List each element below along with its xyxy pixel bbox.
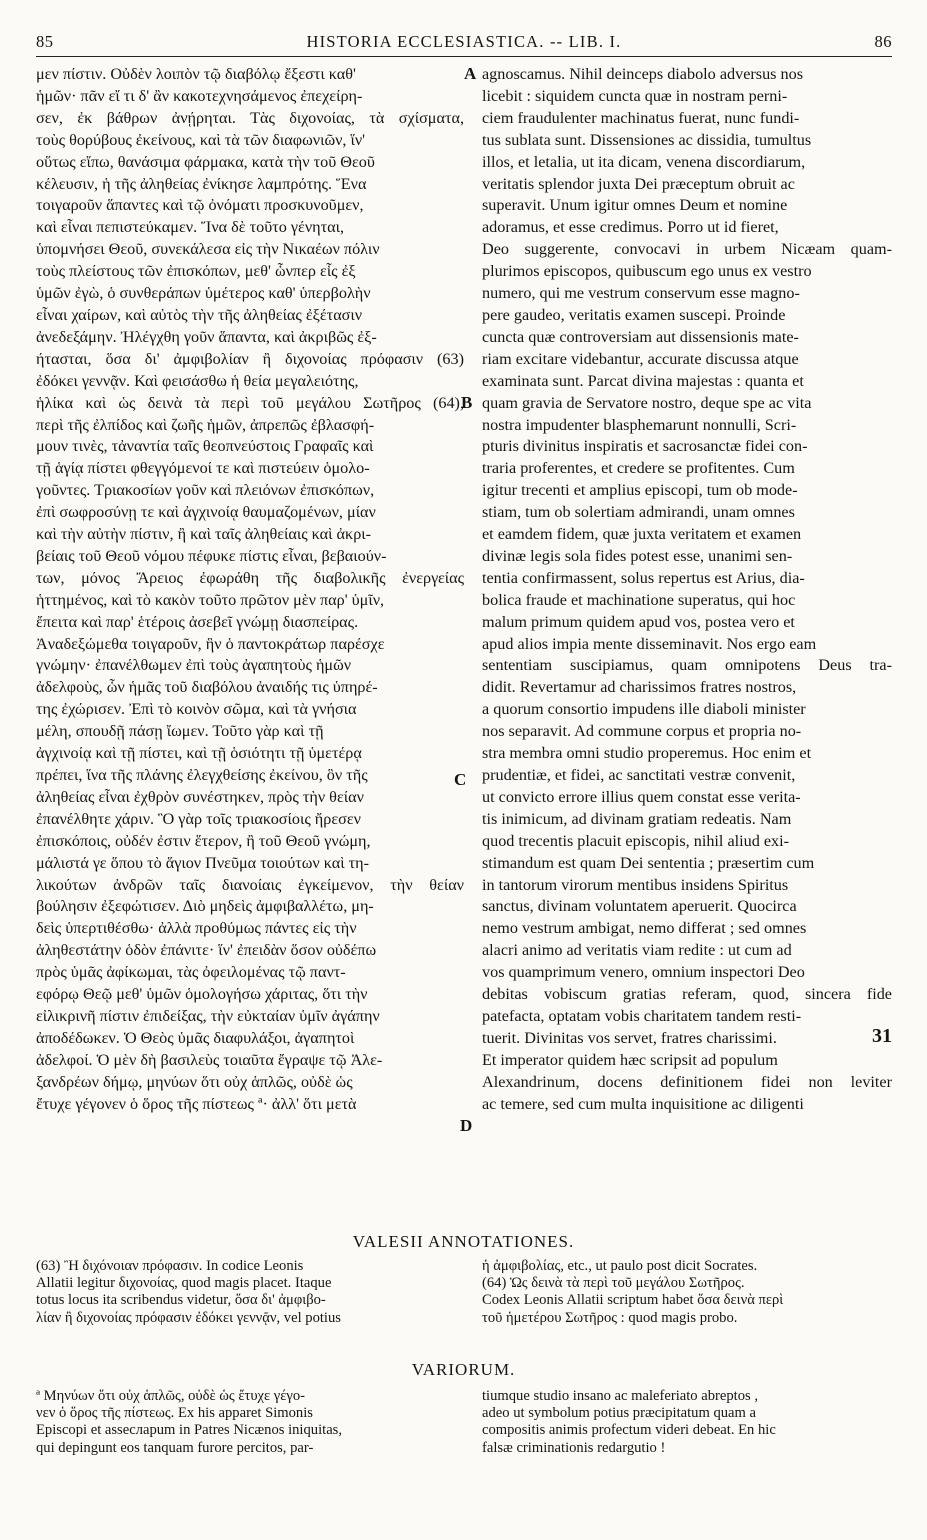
latin-text-line: ciem fraudulenter machinatus fuerat, nunc fundi- xyxy=(482,108,800,127)
latin-text-line: apud alios impia mente disseminavit. Nos ergo eam xyxy=(482,634,817,653)
note-line: (63) Ἢ διχόνοιαν πρόφασιν. In codice Leonis xyxy=(36,1258,304,1274)
note-line: ἡ ἀμφιβολίας, etc., ut paulo post dicit Socrates. xyxy=(482,1258,758,1274)
latin-text-line: bolica fraude et machinatione superatus, qui hoc xyxy=(482,590,796,609)
latin-text-line: nos separavit. Ad commune corpus et propria no- xyxy=(482,722,802,741)
latin-text-line: agnoscamus. Nihil deinceps diabolo adversus nos xyxy=(482,65,803,83)
latin-text-line: traria proferentes, et credere se profitentes. Cum xyxy=(482,459,795,478)
greek-text-line: των, μόνος Ἄρειος ἐφωράθη τῆς διαβολικῆς ἐνεργείας xyxy=(36,568,464,587)
latin-text-line: divinæ legis sola fides potest esse, unanimi sen- xyxy=(482,546,793,565)
greek-text-line: ἐδόκει γεννᾷν. Καὶ φεισάσθω ἡ θεία μεγαλειότης, xyxy=(36,371,359,390)
greek-text-line: κέλευσιν, ἡ τῆς ἀληθείας ἐνίκησε λαμπρότης. Ἕνα xyxy=(36,174,367,193)
latin-text-line: Deo suggerente, convocavi in urbem Nicæam quam- xyxy=(482,240,892,259)
greek-text-line: καὶ εἶναι πεπιστεύκαμεν. Ἵνα δὲ τοῦτο γένηται, xyxy=(36,218,345,237)
latin-text-line: malum primum quidem apud vos, postea vero et xyxy=(482,612,795,631)
greek-text-line: ἀδελφοὺς, ὧν ἡμᾶς τοῦ διαβόλου ἀναιδής τις ὑπηρέ- xyxy=(36,678,378,697)
latin-text-line: tis inimicum, ad divinam gratiam redeatis. Nam xyxy=(482,809,792,828)
greek-text-line: γοῦντες. Τριακοσίων γοῦν καὶ πλειόνων ἐπισκόπων, xyxy=(36,481,375,500)
latin-text-line: stiam, tum ob solertiam admirandi, unam omnes xyxy=(482,503,795,522)
greek-text-line: γνώμην· ἐπανέλθωμεν ἐπὶ τοὺς ἀγαπητοὺς ἡμῶν xyxy=(36,656,352,675)
latin-text-line: pere gaudeo, veritatis examen suscepi. Proinde xyxy=(482,305,786,324)
greek-text-line: ἐπὶ σωφροσύνῃ τε καὶ ἀγχινοίᾳ θαυμαζομένων, μίαν xyxy=(36,503,376,522)
margin-letter-c: C xyxy=(454,770,467,789)
greek-text-line: ὑπομνήσει Θεοῦ, συνεκάλεσα εἰς τὴν Νικαέων πόλιν xyxy=(36,240,380,259)
latin-text-line: superavit. Unum igitur omnes Deum et nomine xyxy=(482,196,788,215)
note-line: ª Μηνύων ὅτι οὐχ ἁπλῶς, οὐδὲ ὡς ἔτυχε γέγο- xyxy=(36,1388,305,1404)
latin-text-line: nemo vestrum ambigat, nemo differat ; sed omnes xyxy=(482,919,807,938)
greek-text-line: ἀγχινοίᾳ καὶ τῇ πίστει, καὶ τῇ ὁσιότητι τῇ ὑμετέρᾳ xyxy=(36,744,362,763)
greek-text-line: ἀδελφοί. Ὁ μὲν δὴ βασιλεὺς τοιαῦτα ἔγραψε τῷ Ἀλε- xyxy=(36,1050,383,1069)
latin-text-line: pturis divinitus inspiratis et sacrosanctæ fidei con- xyxy=(482,437,808,456)
greek-text-line: εἰλικρινῆ πίστιν ἐπιδείξας, τὴν εὐκταίαν ὑμῖν ἀγάπην xyxy=(36,1006,380,1025)
latin-text-line: prudentiæ, et fidei, ac sanctitati vestræ convenit, xyxy=(482,766,796,784)
note-line: νεν ὁ ὅρος τῆς πίστεως. Ex his apparet Simonis xyxy=(36,1405,313,1422)
latin-text-line: examinata sunt. Parcat divina majestas : quanta et xyxy=(482,371,804,390)
latin-text-line: in tantorum virorum mentibus insidens Spiritus xyxy=(482,875,789,894)
variorum-notes-right xyxy=(482,1388,892,1457)
greek-text-line: ὑμῶν ἐγὼ, ὁ συνθεράπων ὑμέτερος καθ' ὑπερβολὴν xyxy=(36,284,371,303)
note-line: totus locus ita scribendus videtur, ὅσα δι' ἀμφιβο- xyxy=(36,1292,326,1309)
latin-text-line: tentia confirmassent, solus repertus est Arius, dia- xyxy=(482,568,805,587)
greek-text-line: ἀληθείας εἶναι ἐχθρὸν συνέστηκεν, πρὸς τὴν θείαν xyxy=(36,787,364,806)
latin-text-line: licebit : siquidem cuncta quæ in nostram perni- xyxy=(482,86,788,105)
greek-text-line: ἀνεδεξάμην. Ἠλέγχθη γοῦν ἅπαντα, καὶ ἀκριβῶς ἐξ- xyxy=(36,327,377,346)
greek-column xyxy=(36,64,467,1116)
latin-text-line: vos quamprimum venero, omnium inspectori Deo xyxy=(482,963,805,982)
latin-text-line: Alexandrinum, docens definitionem fidei non leviter xyxy=(482,1072,892,1091)
page-number-left: 85 xyxy=(36,32,54,51)
latin-text-line: riam excitare videbantur, accurate discussa atque xyxy=(482,349,799,368)
valesii-notes-right xyxy=(482,1258,892,1327)
greek-text-line: της ἐχώρισεν. Ἐπὶ τὸ κοινὸν σῶμα, καὶ τὰ γνήσια xyxy=(36,700,357,719)
greek-text-line: βείαις τοῦ Θεοῦ νόμου πέφυκε πίστις εἶναι, βεβαιούν- xyxy=(36,546,387,565)
latin-text-line: nostra impudenter blasphemarunt nonnulli, Scri- xyxy=(482,415,797,434)
greek-text-line: τῇ ἁγίᾳ πίστει φθεγγόμενοί τε καὶ πιστεύειν ὁμολο- xyxy=(36,459,370,478)
greek-text-line: τοὺς θορύβους ἐκείνους, καὶ τὰ τῶν διαφωνιῶν, ἵν' xyxy=(36,130,366,149)
greek-text-line: ἐπισκόποις, οὐδέν ἐστιν ἕτερον, ἢ τοῦ Θεοῦ γνώμη, xyxy=(36,831,371,850)
note-line: adeo ut symbolum potius præcipitatum quam a xyxy=(482,1405,757,1422)
greek-text-line: πρέπει, ἵνα τῆς πλάνης ἐλεγχθείσης ἐκείνου, ὃν τῆς xyxy=(36,766,368,784)
latin-text-line: illos, et letalia, ut ita dicam, venena discordiarum, xyxy=(482,152,806,171)
greek-text-line: ἀποδέδωκεν. Ὁ Θεὸς ὑμᾶς διαφυλάξοι, ἀγαπητοὶ xyxy=(36,1028,355,1047)
note-line: Episcopi et assecларum in Patres Nicænos iniquitas, xyxy=(36,1422,342,1439)
greek-text-line: ἡττημένος, καὶ τὸ κακὸν τοῦτο πρῶτον μὲν παρ' ὑμῖν, xyxy=(36,590,385,609)
latin-text-line: sanctus, divinam voluntatem aperuerit. Quocirca xyxy=(482,897,797,916)
latin-text-line: patefacta, optatam vobis charitatem tandem resti- xyxy=(482,1006,802,1025)
margin-letter-a: A xyxy=(464,64,477,83)
greek-text-line: τοιγαροῦν ἅπαντες καὶ τῷ ὀνόματι προσκυνοῦμεν, xyxy=(36,196,364,215)
greek-text-line: ἀληθεστάτην ὁδὸν ἐπάνιτε· ἵν' ἐπειδὰν ὅσον οὐδέπω xyxy=(36,941,377,960)
latin-text-line: veritatis splendor juxta Dei præceptum obruit ac xyxy=(482,174,795,193)
greek-text-line: οὕτως εἴπω, θανάσιμα φάρμακα, κατὰ τὴν τοῦ Θεοῦ xyxy=(36,152,375,171)
note-line: falsæ criminationis redargutio ! xyxy=(482,1439,666,1456)
latin-text-line: tus sublata sunt. Dissensiones ac dissidia, tumultus xyxy=(482,130,812,149)
greek-text-line: ἐπανέλθητε χάριν. Ὃ γὰρ τοῖς τριακοσίοις ἤρεσεν xyxy=(36,809,361,828)
page-number-right: 86 xyxy=(874,32,892,51)
latin-text-line: et eamdem fidem, quæ juxta veritatem et examen xyxy=(482,525,802,544)
margin-letter-d: D xyxy=(460,1116,473,1135)
latin-text-line: tuerit. Divinitas vos servet, fratres charissimi. 31 xyxy=(482,1024,892,1047)
greek-text-line: μουν τινὲς, τἀναντία ταῖς θεοπνεύστοις Γραφαῖς καὶ xyxy=(36,437,374,456)
greek-text-line: ἔτυχε γέγονεν ὁ ὅρος τῆς πίστεως ª· ἀλλ' ὅτι μετὰ xyxy=(36,1094,357,1113)
latin-text-line: alacri animo ad veritatis viam redite : ut cum ad xyxy=(482,941,792,960)
note-line: τοῦ ἡμετέρου Σωτῆρος : quod magis probo. xyxy=(482,1309,738,1326)
greek-text-line: σεν, ἐκ βάθρων ἀνῄρηται. Τὰς διχονοίας, τὰ σχίσματα, xyxy=(36,108,464,127)
greek-text-line: καὶ τὴν αὐτὴν πίστιν, ἢ καὶ ταῖς ἀληθείαις καὶ ἀκρι- xyxy=(36,525,372,544)
section-number: 31 xyxy=(872,1024,892,1047)
greek-text-line: ἡλίκα καὶ ὡς δεινὰ τὰ περὶ τοῦ μεγάλου Σωτῆρος (64), xyxy=(36,393,464,412)
greek-text-line: ήτασται, ὅσα δι' ἀμφιβολίαν ἢ διχονοίας πρόφασιν (63) xyxy=(36,349,464,368)
latin-text-line: quod trecentis placuit episcopis, nihil aliud exi- xyxy=(482,831,790,850)
greek-text-line: βούλησιν ἐξεφώτισεν. Διὸ μηδεὶς ἀμφιβαλλέτω, μη- xyxy=(36,897,374,916)
greek-text-line: ξανδρέων δήμῳ, μηνύων ὅτι οὐχ ἁπλῶς, οὐδὲ ὡς xyxy=(36,1072,353,1091)
greek-text-line: ἡμῶν· πᾶν εἴ τι δ' ἂν κακοτεχνησάμενος ἐπεχείρη- xyxy=(36,86,363,105)
greek-text-line: περὶ τῆς ἐλπίδος καὶ ζωῆς ἡμῶν, ἀπρεπῶς ἐβλασφή- xyxy=(36,415,375,434)
greek-text-line: εἶναι χαίρων, καὶ αὐτὸς τὴν τῆς ἀληθείας ἐξέτασιν xyxy=(36,305,363,324)
latin-text-line: Et imperator quidem hæc scripsit ad populum xyxy=(482,1050,778,1069)
note-line: qui depingunt eos tanquam furore percitos, par- xyxy=(36,1439,314,1456)
note-line: (64) Ὡς δεινὰ τὰ περὶ τοῦ μεγάλου Σωτῆρος. xyxy=(482,1275,745,1292)
latin-text-line: quam gravia de Servatore nostro, deque spe ac vita xyxy=(482,393,812,412)
greek-text-line: εφόρῳ Θεῷ μεθ' ὑμῶν ὁμολογήσω χάριτας, ὅτι τὴν xyxy=(36,985,368,1004)
latin-text-line: stimandum est quam Dei sententia ; præsertim cum xyxy=(482,853,815,872)
greek-text-line: μέλη, σπουδῇ πάσῃ ἴωμεν. Τοῦτο γὰρ καὶ τῇ xyxy=(36,722,324,741)
valesii-heading: VALESII ANNOTATIONES. xyxy=(352,1232,575,1251)
greek-text-line: πρὸς ὑμᾶς ἀφίκωμαι, τὰς ὀφειλομένας τῷ παντ- xyxy=(36,963,346,982)
note-line: λίαν ἢ διχονοίας πρόφασιν ἐδόκει γεννᾷν, vel potius xyxy=(36,1309,341,1326)
running-title: HISTORIA ECCLESIASTICA. -- LIB. I. xyxy=(306,32,622,51)
note-line: compositis animis profectum videri debeat. En hic xyxy=(482,1422,776,1439)
latin-text-line: a quorum consortio impudens ille diaboli minister xyxy=(482,700,806,719)
latin-text-line: sententiam suscipiamus, quam omnipotens Deus tra- xyxy=(482,656,892,675)
running-header xyxy=(36,32,892,58)
note-line: Allatii legitur διχονοίας, quod magis placet. Itaque xyxy=(36,1275,332,1292)
latin-text-line: ac temere, sed cum multa inquisitione ac diligenti xyxy=(482,1094,804,1113)
variorum-heading: VARIORUM. xyxy=(411,1360,516,1379)
latin-text-line: didit. Revertamur ad charissimos fratres nostros, xyxy=(482,678,797,697)
header-rule xyxy=(36,56,892,57)
latin-text-line: cuncta quæ controversiam aut dissensionis mate- xyxy=(482,327,799,346)
latin-text-line: debitas vobiscum gratias referam, quod, sincera fide xyxy=(482,985,892,1004)
greek-text-line: τοὺς πλείστους τῶν ἐπισκόπων, μεθ' ὧνπερ εἷς ἐξ xyxy=(36,262,356,281)
latin-text-line: numero, qui me vestrum conservum esse magno- xyxy=(482,284,800,303)
latin-text-line: plurimos episcopos, quibuscum ego unus ex vestro xyxy=(482,262,812,281)
greek-text-line: μάλιστά γε ὅπου τὸ ἅγιον Πνεῦμα τοιούτων καὶ τη- xyxy=(36,853,370,872)
greek-text-line: Ἀναδεξώμεθα τοιγαροῦν, ἣν ὁ παντοκράτωρ παρέσχε xyxy=(36,634,385,653)
latin-text-line: igitur trecenti et amplius episcopi, tum ob mode- xyxy=(482,481,798,500)
note-line: tiumque studio insano ac maleferiato abreptos , xyxy=(482,1388,758,1404)
greek-text-line: δεὶς ὑπερτιθέσθω· ἀλλὰ προθύμως πάντες εἰς τὴν xyxy=(36,919,357,938)
greek-text-line: ἔπειτα καὶ παρ' ἑτέροις ἀσεβεῖ γνώμῃ διασπείρας. xyxy=(36,612,359,631)
greek-text-line: λικούτων ἀνδρῶν ταῖς διανοίαις ἐγκείμενον, τὴν θείαν xyxy=(36,875,464,894)
latin-text-line: ut convicto errore illius quem constat esse verita- xyxy=(482,787,801,806)
valesii-notes-left xyxy=(36,1258,456,1327)
latin-text-line: adoramus, et esse credimus. Porro ut id fieret, xyxy=(482,218,779,237)
latin-column xyxy=(482,64,892,1116)
note-line: Codex Leonis Allatii scriptum habet ὅσα δεινὰ περὶ xyxy=(482,1292,784,1309)
margin-letter-b: B xyxy=(461,393,473,412)
variorum-notes-left xyxy=(36,1388,456,1457)
latin-text-line: stra membra omni studio properemus. Hoc enim et xyxy=(482,744,812,763)
greek-text-line: μεν πίστιν. Οὐδὲν λοιπὸν τῷ διαβόλῳ ἔξεστι καθ' xyxy=(36,65,356,83)
